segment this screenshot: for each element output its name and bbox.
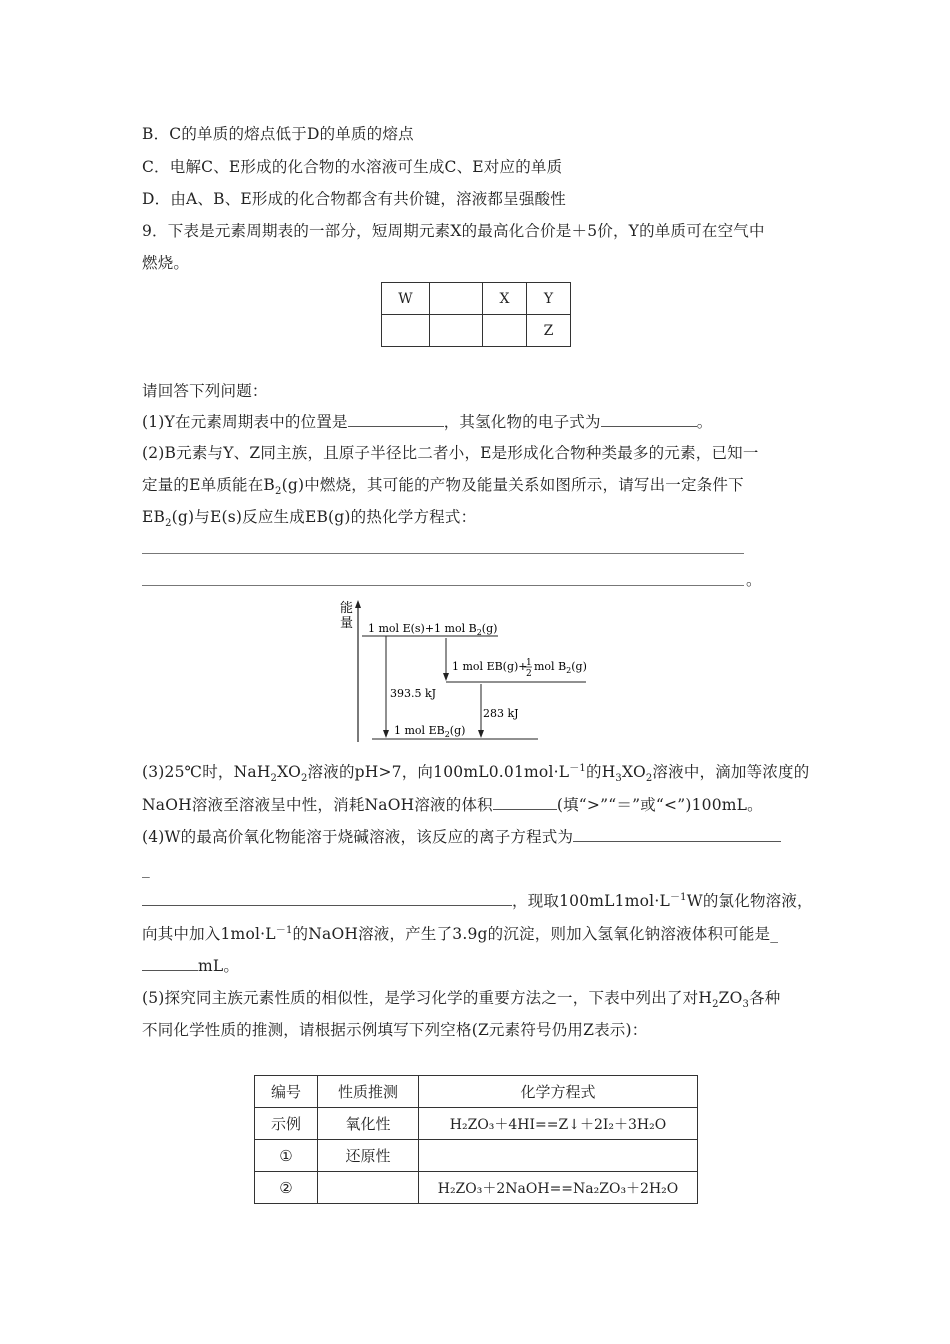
answer-blank[interactable]	[493, 795, 557, 810]
part4-text: ，现取100mL1mol·L	[512, 892, 670, 910]
y-axis-arrow	[355, 600, 361, 608]
option-b: B．C的单质的熔点低于D的单质的熔点	[142, 125, 414, 143]
table-cell: H₂ZO₃＋4HI==Z↓＋2I₂＋3H₂O	[419, 1108, 698, 1140]
part4-text: 的NaOH溶液，产生了3.9g的沉淀，则加入氢氧化钠溶液体积可能是_	[292, 925, 779, 943]
table-cell: 氧化性	[318, 1108, 419, 1140]
q9-part4-line5	[142, 956, 239, 976]
q9-part5-line2: 不同化学性质的推测，请根据示例填写下列空格(Z元素符号仍用Z表示)：	[142, 1021, 648, 1039]
periodic-table-fragment	[381, 282, 571, 347]
part3-text: 溶液的pH>7，向100mL0.01mol·L	[307, 763, 570, 781]
table-cell	[382, 315, 430, 347]
answer-blank[interactable]	[573, 827, 781, 842]
q9-intro-line1: 9．下表是元素周期表的一部分，短周期元素X的最高化合价是＋5价，Y的单质可在空气中	[142, 222, 765, 240]
table-row	[382, 315, 571, 347]
option-c: C．电解C、E形成的化合物的水溶液可生成C、E对应的单质	[142, 158, 563, 176]
table-cell: ①	[255, 1140, 318, 1172]
part1-text-a: (1)Y在元素周期表中的位置是	[142, 413, 348, 431]
table-cell: Z	[527, 315, 571, 347]
part3-text: NaOH溶液至溶液呈中性，消耗NaOH溶液的体积	[142, 796, 493, 814]
table-cell: W	[382, 283, 430, 315]
table-cell: 示例	[255, 1108, 318, 1140]
table-row	[255, 1172, 698, 1204]
part3-text: XO	[621, 763, 646, 781]
part4-text: (4)W的最高价氧化物能溶于烧碱溶液，该反应的离子方程式为	[142, 828, 574, 846]
q9-part3-line1	[142, 762, 810, 785]
q9-part2-line3	[142, 507, 477, 530]
header-cell: 化学方程式	[419, 1076, 698, 1108]
table-row	[255, 1108, 698, 1140]
fraction-numerator: 1	[526, 658, 532, 668]
q9-part4-line1	[142, 827, 781, 847]
subscript: 3	[742, 999, 750, 1011]
part2-end: 。	[746, 571, 762, 589]
subscript: 2	[275, 486, 282, 498]
part2-text-a: 定量的E单质能在B	[142, 476, 276, 494]
answer-line[interactable]	[142, 552, 744, 554]
subscript: 2	[645, 773, 653, 785]
part5-text: ZO	[718, 989, 743, 1007]
option-d: D．由A、B、E形成的化合物都含有共价键，溶液都呈强酸性	[142, 190, 566, 208]
q9-intro-line2: 燃烧。	[142, 254, 190, 272]
answer-blank[interactable]	[142, 891, 512, 906]
q9-part3-line2	[142, 795, 763, 815]
table-header-row	[255, 1076, 698, 1108]
table-cell: H₂ZO₃＋2NaOH==Na₂ZO₃＋2H₂O	[419, 1172, 698, 1204]
fraction-denominator: 2	[526, 669, 532, 679]
arrowhead-393	[383, 730, 389, 738]
part3-text: 的H	[586, 763, 616, 781]
part1-end: 。	[696, 413, 713, 431]
properties-table	[254, 1075, 698, 1204]
part2-eb: EB	[142, 508, 166, 526]
table-cell	[430, 315, 483, 347]
subscript: 2	[165, 518, 172, 530]
answer-blank[interactable]	[142, 956, 198, 971]
table-cell: 还原性	[318, 1140, 419, 1172]
part1-text-b: ，其氢化物的电子式为	[443, 413, 601, 431]
table-cell: X	[483, 283, 527, 315]
y-axis-label-2: 量	[340, 616, 354, 631]
middle-level-label-b: mol $B_2(g)$	[534, 660, 587, 675]
part3-text: XO	[277, 763, 301, 781]
answer-blank[interactable]	[348, 412, 444, 427]
answer-cell[interactable]	[318, 1172, 419, 1204]
q9-part5-line1	[142, 988, 781, 1011]
answer-blank[interactable]	[601, 412, 697, 427]
table-row	[382, 283, 571, 315]
part4-text: 向其中加入1mol·L	[142, 925, 276, 943]
q9-part4-line4	[142, 924, 778, 944]
q9-part4-line3	[142, 891, 813, 911]
part4-text: mL。	[198, 957, 240, 975]
part2-text-b: (g)中燃烧，其可能的产物及能量关系如图所示，请写出一定条件下	[281, 476, 744, 494]
superscript: －1	[669, 891, 687, 903]
arrowhead-283	[478, 730, 484, 738]
part5-text: 各种	[749, 989, 781, 1007]
part5-text: (5)探究同主族元素性质的相似性，是学习化学的重要方法之一，下表中列出了对H	[142, 989, 713, 1007]
part3-text: 溶液中，滴加等浓度的	[652, 763, 810, 781]
part3-text: (3)25℃时，NaH	[142, 763, 271, 781]
part4-text: W的氯化物溶液，	[686, 892, 813, 910]
energy-label-393: 393.5 kJ	[390, 687, 437, 700]
q9-part2-line2	[142, 475, 744, 498]
superscript: －1	[275, 924, 293, 936]
part3-text: (填“>”“＝”或“<”)100mL。	[556, 796, 763, 814]
table-cell	[430, 283, 483, 315]
q9-prompt: 请回答下列问题：	[142, 382, 268, 400]
top-level-label: 1 mol E(s)+1 mol $B_2(g)$	[368, 622, 498, 637]
table-cell: Y	[527, 283, 571, 315]
subscript: 2	[300, 773, 308, 785]
table-row	[255, 1140, 698, 1172]
part2-text-c: (g)与E(s)反应生成EB(g)的热化学方程式：	[171, 508, 477, 526]
header-cell: 编号	[255, 1076, 318, 1108]
energy-label-283: 283 kJ	[483, 707, 519, 720]
subscript: 2	[712, 999, 719, 1011]
answer-cell[interactable]	[419, 1140, 698, 1172]
table-cell	[483, 315, 527, 347]
subscript: 3	[615, 773, 622, 785]
header-cell: 性质推测	[318, 1076, 419, 1108]
bottom-level-label: 1 mol $EB_2(g)$	[394, 724, 466, 739]
y-axis-label-1: 能	[340, 601, 354, 616]
answer-line[interactable]	[142, 584, 744, 586]
arrowhead-110	[443, 673, 449, 681]
q9-part1	[142, 412, 712, 432]
table-cell: ②	[255, 1172, 318, 1204]
subscript: 2	[270, 773, 278, 785]
q9-part2-line1: (2)B元素与Y、Z同主族，且原子半径比二者小，E是形成化合物种类最多的元素，已知一	[142, 444, 759, 462]
q9-part4-line2: _	[142, 860, 150, 878]
energy-diagram	[338, 598, 598, 748]
superscript: －1	[569, 762, 586, 774]
middle-level-label: 1 mol EB(g)+	[452, 660, 528, 673]
